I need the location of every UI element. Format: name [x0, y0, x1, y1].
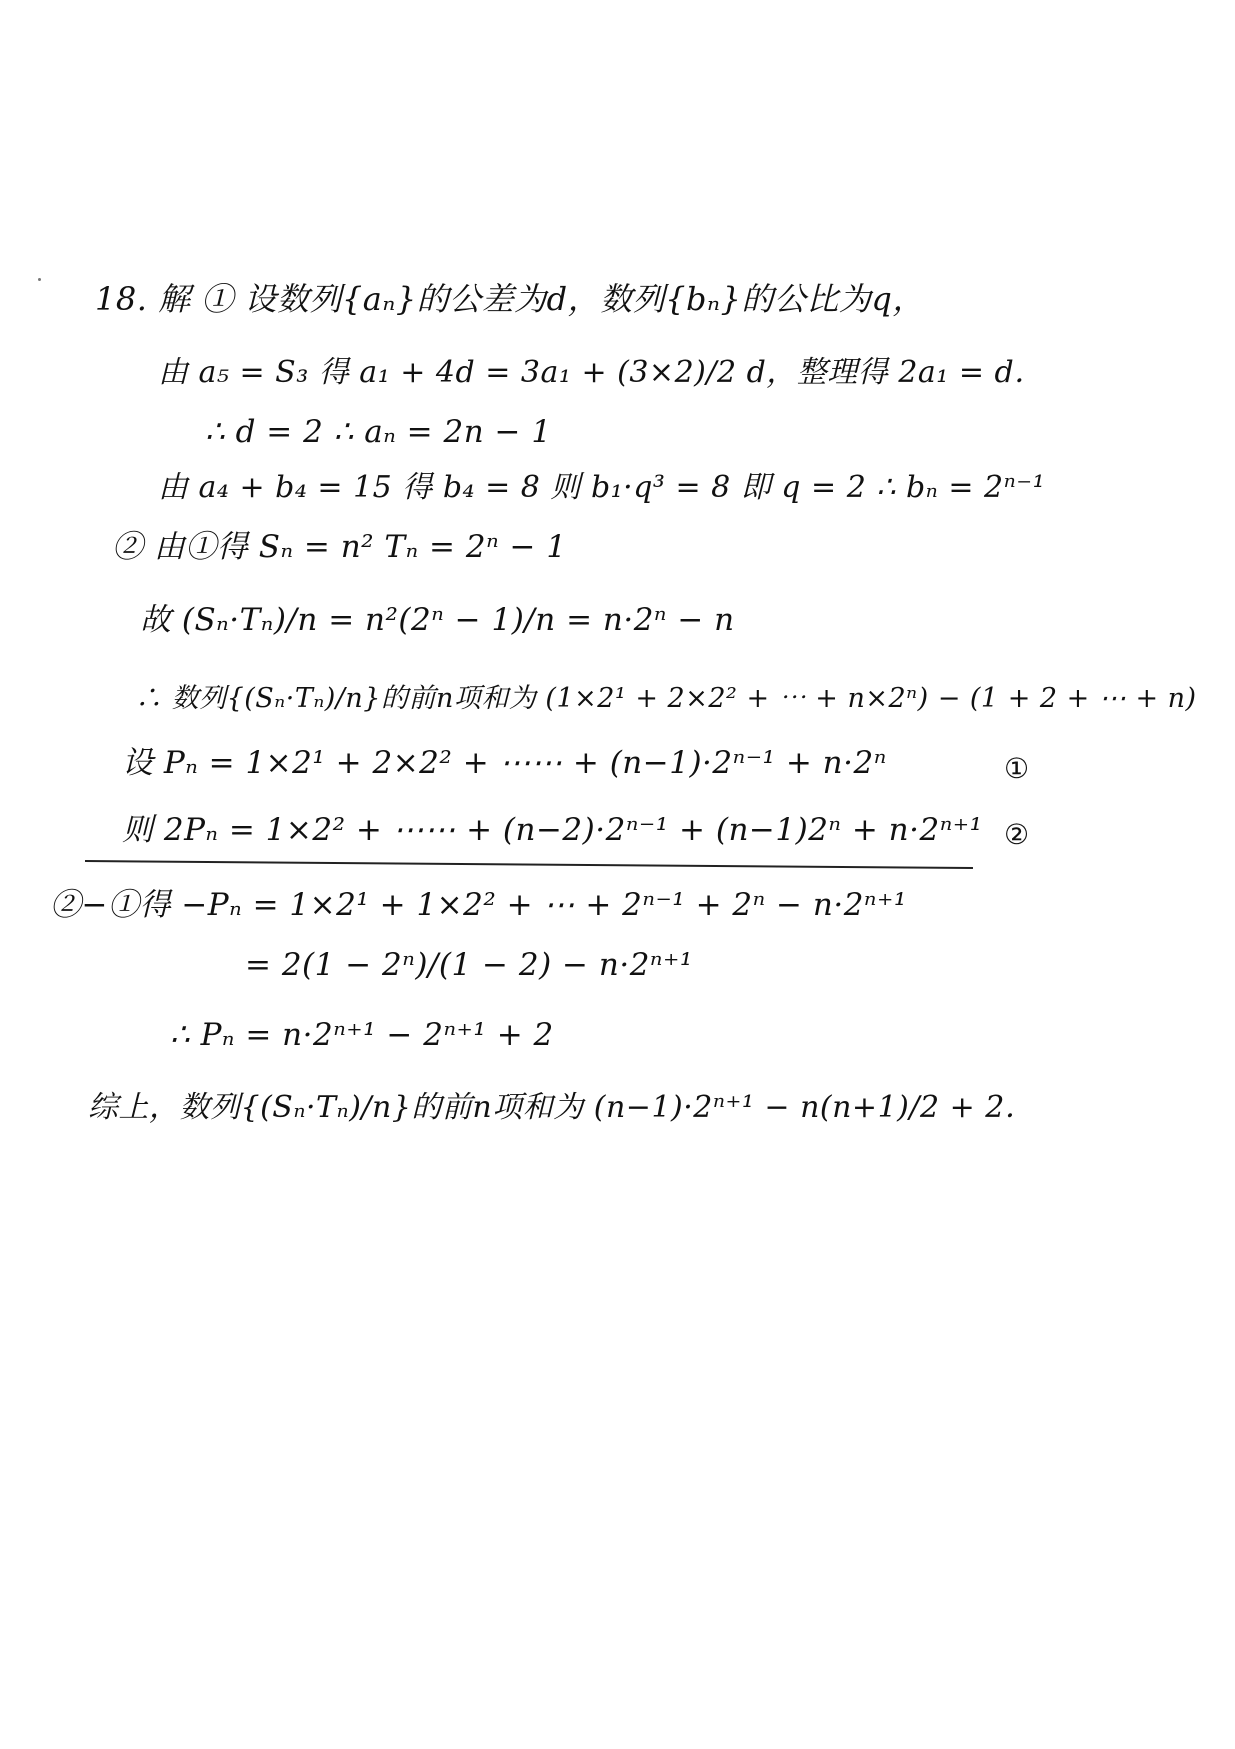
solution-line-11: = 2(1 − 2ⁿ)/(1 − 2) − n·2ⁿ⁺¹ [245, 947, 693, 983]
solution-line-6: 故 (Sₙ·Tₙ)/n = n²(2ⁿ − 1)/n = n·2ⁿ − n [140, 602, 735, 638]
solution-line-7: ∴ 数列{(Sₙ·Tₙ)/n}的前n项和为 (1×2¹ + 2×2² + ⋯ + n×2ⁿ) − (1 + 2 + ⋯ + n) [135, 683, 1197, 714]
solution-line-1: 18. 解 ① 设数列{aₙ}的公差为d，数列{bₙ}的公比为q， [95, 280, 925, 318]
solution-line-8: 设 Pₙ = 1×2¹ + 2×2² + ⋯⋯ + (n−1)·2ⁿ⁻¹ + n·2ⁿ [122, 745, 887, 781]
solution-line-12: ∴ Pₙ = n·2ⁿ⁺¹ − 2ⁿ⁺¹ + 2 [170, 1017, 554, 1053]
solution-line-2: 由 a₅ = S₃ 得 a₁ + 4d = 3a₁ + (3×2)/2 d，整理得 2a₁ = d． [158, 355, 1045, 390]
subtraction-rule [85, 860, 973, 869]
solution-line-10: ②−①得 −Pₙ = 1×2¹ + 1×2² + ⋯ + 2ⁿ⁻¹ + 2ⁿ − n·2ⁿ⁺¹ [50, 887, 907, 923]
solution-line-13: 综上，数列{(Sₙ·Tₙ)/n}的前n项和为 (n−1)·2ⁿ⁺¹ − n(n+1)/2 + 2． [88, 1090, 1036, 1125]
solution-line-4: 由 a₄ + b₄ = 15 得 b₄ = 8 则 b₁·q³ = 8 即 q = 2 ∴ bₙ = 2ⁿ⁻¹ [158, 470, 1046, 505]
solution-line-5: ② 由①得 Sₙ = n² Tₙ = 2ⁿ − 1 [112, 529, 567, 565]
equation-mark-1: ① [1004, 752, 1030, 785]
solution-line-3: ∴ d = 2 ∴ aₙ = 2n − 1 [205, 414, 552, 450]
solution-line-9: 则 2Pₙ = 1×2² + ⋯⋯ + (n−2)·2ⁿ⁻¹ + (n−1)2ⁿ + n·2ⁿ⁺¹ [122, 812, 983, 848]
paper-speck [38, 278, 41, 281]
equation-mark-2: ② [1004, 818, 1030, 851]
